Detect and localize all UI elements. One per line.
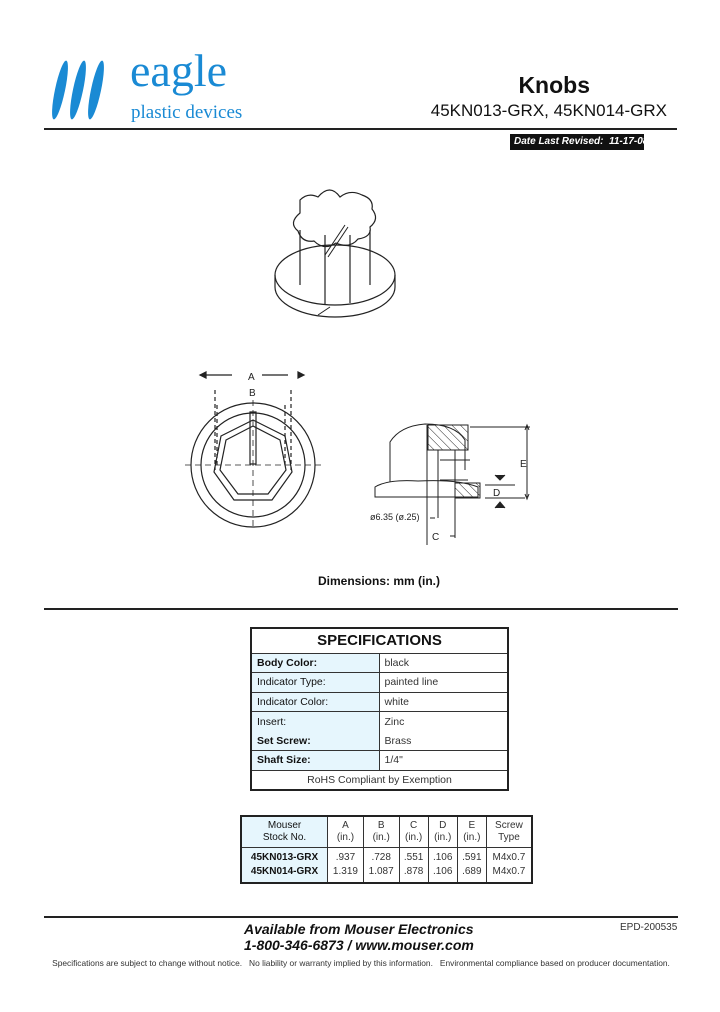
specs-title: SPECIFICATIONS (251, 628, 508, 653)
header-cell: C (in.) (399, 816, 428, 847)
specifications-table (250, 627, 509, 791)
knob-side-view-drawing (360, 410, 560, 550)
date-label: Date Last Revised: (514, 136, 604, 147)
cell-b: .728 (363, 847, 399, 865)
knob-top-view-drawing (180, 360, 325, 530)
company-logo (48, 45, 263, 127)
logo-brand: eagle (130, 45, 228, 96)
spec-value: 1/4" (379, 751, 508, 771)
header-cell: D (in.) (428, 816, 457, 847)
cell-b: 1.087 (363, 865, 399, 883)
rohs-note: RoHS Compliant by Exemption (251, 770, 508, 790)
svg-text:E: E (520, 459, 527, 470)
cell-screw: M4x0.7 (486, 865, 532, 883)
table-row (241, 865, 532, 883)
shaft-diameter-note: ø6.35 (ø.25) (370, 512, 420, 522)
section-divider (44, 608, 678, 610)
page-title: Knobs (518, 72, 590, 98)
spec-label: Set Screw: (251, 731, 379, 751)
header-cell: B (in.) (363, 816, 399, 847)
svg-text:D: D (493, 488, 501, 499)
spec-value: white (379, 692, 508, 712)
cell-screw: M4x0.7 (486, 847, 532, 865)
svg-text:C: C (432, 532, 440, 543)
logo-tagline: plastic devices (131, 102, 243, 123)
svg-text:A: A (248, 372, 255, 383)
cell-d: .106 (428, 847, 457, 865)
spec-value: painted line (379, 673, 508, 693)
cell-c: .551 (399, 847, 428, 865)
cell-a: .937 (328, 847, 364, 865)
document-id: EPD-200535 (620, 922, 678, 933)
spec-label: Body Color: (251, 653, 379, 673)
part-numbers: 45KN013-GRX, 45KN014-GRX (430, 101, 667, 120)
spec-value: Brass (379, 731, 508, 751)
table-row (241, 847, 532, 865)
spec-value: Zinc (379, 712, 508, 732)
stock-number: 45KN013-GRX (241, 847, 328, 865)
header-cell: Screw Type (486, 816, 532, 847)
spec-value: black (379, 653, 508, 673)
spec-label: Insert: (251, 712, 379, 732)
date-revised-badge (510, 134, 649, 150)
spec-label: Indicator Color: (251, 692, 379, 712)
footer-divider (44, 916, 678, 918)
cell-c: .878 (399, 865, 428, 883)
header-cell: A (in.) (328, 816, 364, 847)
knob-isometric-drawing (270, 185, 400, 330)
date-value: 11-17-08 (609, 136, 649, 147)
cell-d: .106 (428, 865, 457, 883)
cell-e: .689 (457, 865, 486, 883)
spec-label: Shaft Size: (251, 751, 379, 771)
spec-label: Indicator Type: (251, 673, 379, 693)
stock-dimensions-table (240, 815, 533, 884)
header-cell: Mouser Stock No. (241, 816, 328, 847)
dimensions-caption: Dimensions: mm (in.) (318, 574, 441, 588)
header-divider (44, 128, 677, 130)
disclaimer: Specifications are subject to change without notice. No liability or warranty implied by this information. Environmental compliance based on producer documentation. (52, 958, 670, 968)
table-header-row (241, 816, 532, 847)
logo-stripes-icon (48, 52, 118, 127)
cell-e: .591 (457, 847, 486, 865)
contact-line: 1-800-346-6873 / www.mouser.com (244, 937, 474, 953)
header-cell: E (in.) (457, 816, 486, 847)
cell-a: 1.319 (328, 865, 364, 883)
distributor-line: Available from Mouser Electronics (244, 921, 474, 937)
stock-number: 45KN014-GRX (241, 865, 328, 883)
svg-text:B: B (249, 388, 256, 399)
